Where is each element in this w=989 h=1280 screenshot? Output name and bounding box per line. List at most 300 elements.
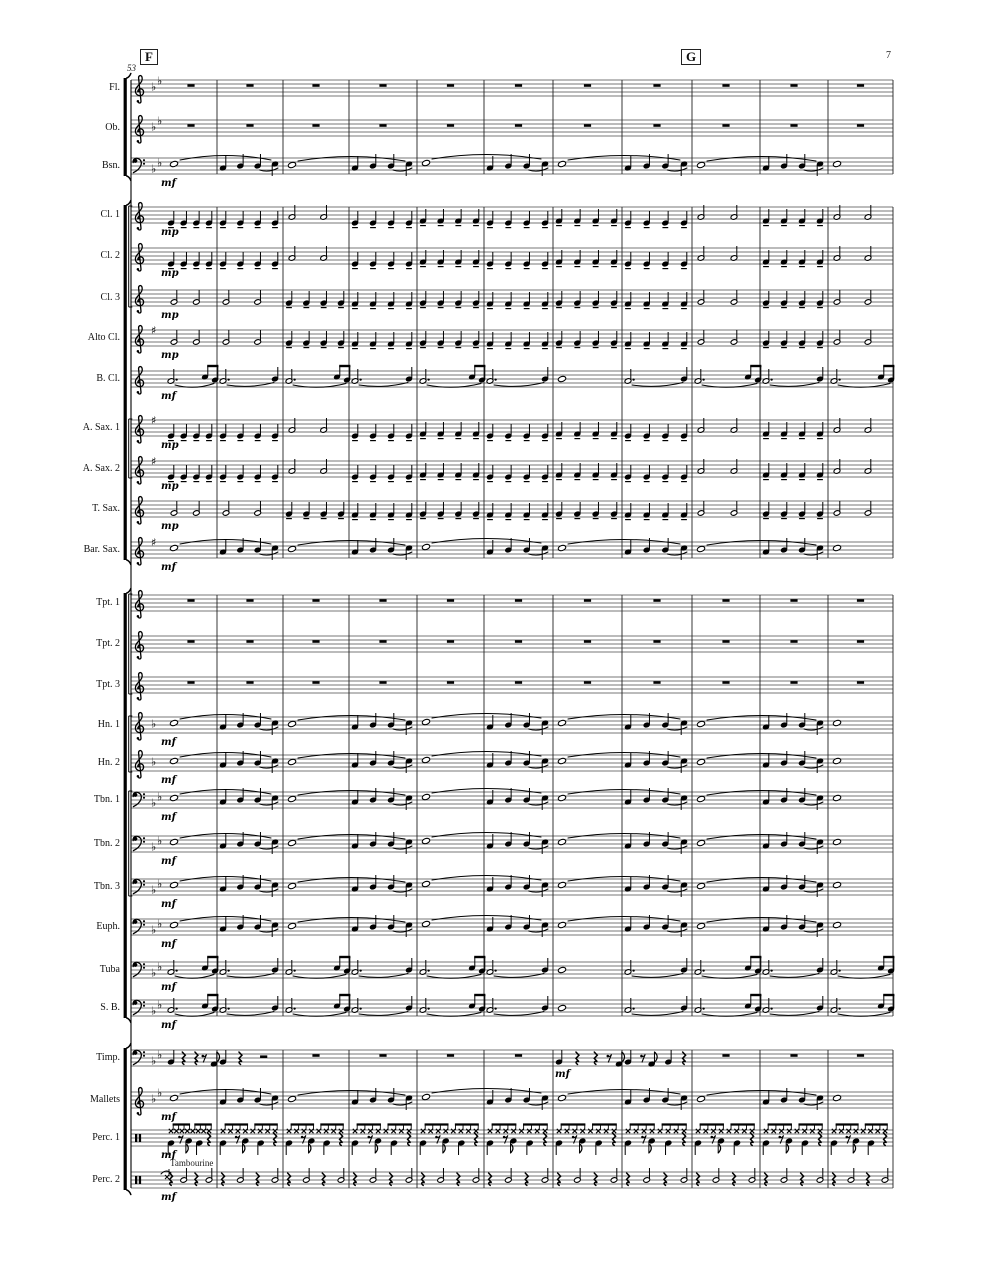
- whole-rest: [515, 640, 522, 643]
- whole-rest: [857, 681, 864, 684]
- instrument-label: Euph.: [96, 921, 120, 932]
- slur: [707, 157, 816, 162]
- slur: [393, 168, 412, 171]
- flat-icon: ♭: [157, 1086, 163, 1100]
- whole-note: [833, 160, 842, 167]
- slur: [393, 1102, 412, 1105]
- dot: [138, 430, 140, 432]
- group-bracket: [124, 593, 127, 1018]
- flat-icon: ♭: [157, 917, 163, 931]
- whole-rest: [857, 599, 864, 602]
- whole-rest: [857, 84, 864, 87]
- quarter-rest: [489, 1173, 492, 1185]
- flat-icon: ♭: [157, 74, 163, 88]
- slur: [260, 929, 278, 932]
- dynamic-marking: mf: [161, 982, 176, 993]
- dot: [702, 969, 704, 971]
- slur: [260, 168, 278, 171]
- percussion-clef-icon: [139, 1134, 141, 1142]
- dynamic-marking: mf: [161, 1112, 176, 1123]
- whole-note: [558, 838, 567, 845]
- dynamic-marking: mf: [161, 812, 176, 823]
- flat-icon: ♭: [151, 966, 157, 980]
- whole-rest: [584, 84, 591, 87]
- dynamic-marking: mf: [161, 939, 176, 950]
- dot: [143, 841, 145, 843]
- whole-note: [422, 159, 431, 166]
- slur: [393, 727, 412, 730]
- dot: [143, 1051, 145, 1053]
- bracket-hook: [127, 1018, 131, 1023]
- whole-note: [170, 838, 179, 845]
- quarter-rest: [697, 1173, 700, 1185]
- whole-note: [833, 1094, 842, 1101]
- whole-note: [558, 757, 567, 764]
- dot: [137, 481, 140, 484]
- dot: [138, 471, 140, 473]
- bracket-hook: [127, 589, 131, 594]
- whole-note: [422, 1093, 431, 1100]
- whole-rest: [584, 681, 591, 684]
- instrument-label: S. B.: [100, 1002, 120, 1013]
- dot: [137, 140, 140, 143]
- half-rest: [260, 1055, 267, 1058]
- whole-note: [422, 793, 431, 800]
- instrument-label: Tpt. 1: [96, 597, 120, 608]
- quarter-rest: [195, 1173, 198, 1185]
- dot: [137, 737, 140, 740]
- quarter-rest: [833, 1173, 836, 1185]
- dot: [494, 1007, 496, 1009]
- dynamic-marking: mp: [161, 310, 179, 321]
- whole-rest: [379, 640, 386, 643]
- percussion-clef-icon: [135, 1134, 137, 1142]
- dynamic-marking: mf: [161, 1150, 176, 1161]
- dot: [137, 310, 140, 313]
- dynamic-marking: mf: [161, 1020, 176, 1031]
- dot: [227, 1007, 229, 1009]
- dot: [427, 969, 429, 971]
- whole-rest: [187, 599, 194, 602]
- instrument-label: Tuba: [99, 964, 120, 975]
- dot: [137, 775, 140, 778]
- whole-rest: [246, 84, 253, 87]
- dot: [137, 350, 140, 353]
- whole-note: [697, 161, 706, 168]
- whole-rest: [790, 640, 797, 643]
- slur: [260, 727, 278, 730]
- dynamic-marking: mf: [161, 391, 176, 402]
- whole-note: [558, 794, 567, 801]
- flat-icon: ♭: [151, 1054, 157, 1068]
- slur: [667, 1102, 687, 1105]
- dynamic-marking: mf: [161, 775, 176, 786]
- whole-rest: [312, 124, 319, 127]
- whole-rest: [187, 124, 194, 127]
- instrument-label: Tpt. 2: [96, 638, 120, 649]
- whole-rest: [790, 599, 797, 602]
- whole-note: [288, 1095, 297, 1102]
- slur: [298, 541, 405, 546]
- dot: [138, 258, 140, 260]
- slur: [529, 168, 548, 171]
- dot: [143, 159, 145, 161]
- flat-icon: ♭: [157, 1048, 163, 1062]
- whole-note: [288, 839, 297, 846]
- whole-rest: [653, 124, 660, 127]
- whole-note: [558, 881, 567, 888]
- whole-rest: [246, 599, 253, 602]
- whole-rest: [447, 640, 454, 643]
- instrument-label: Fl.: [109, 82, 120, 93]
- whole-note: [558, 1004, 567, 1011]
- whole-rest: [379, 84, 386, 87]
- dot: [143, 920, 145, 922]
- instrument-label: Mallets: [90, 1094, 120, 1105]
- instrument-label: Tbn. 3: [93, 881, 120, 892]
- instrument-annotation: Tambourine: [170, 1158, 214, 1168]
- instrument-label: Bar. Sax.: [83, 544, 120, 555]
- instrument-label: Cl. 2: [100, 250, 120, 261]
- slur: [529, 802, 548, 805]
- whole-note: [697, 882, 706, 889]
- flat-icon: ♭: [157, 790, 163, 804]
- bracket-hook: [127, 176, 131, 181]
- quarter-rest: [408, 1133, 411, 1145]
- dot: [175, 969, 177, 971]
- dot: [359, 378, 361, 380]
- quarter-rest: [422, 1173, 425, 1185]
- dot: [137, 697, 140, 700]
- whole-rest: [584, 640, 591, 643]
- flat-icon: ♭: [151, 1092, 157, 1106]
- flat-icon: ♭: [151, 80, 157, 94]
- whole-note: [288, 922, 297, 929]
- whole-note: [833, 881, 842, 888]
- flat-icon: ♭: [157, 960, 163, 974]
- slur: [393, 889, 412, 892]
- slur: [667, 929, 687, 932]
- whole-note: [697, 758, 706, 765]
- whole-note: [170, 544, 179, 551]
- whole-rest: [312, 1054, 319, 1057]
- dot: [143, 797, 145, 799]
- whole-rest: [722, 599, 729, 602]
- dot: [632, 378, 634, 380]
- whole-note: [697, 795, 706, 802]
- sharp-icon: ♯: [151, 323, 157, 337]
- quarter-rest: [627, 1173, 630, 1185]
- dot: [227, 378, 229, 380]
- slur: [804, 802, 823, 805]
- dot: [227, 969, 229, 971]
- quarter-rest: [664, 1173, 667, 1185]
- dot: [838, 969, 840, 971]
- whole-note: [558, 921, 567, 928]
- dot: [137, 440, 140, 443]
- whole-rest: [312, 640, 319, 643]
- dot: [143, 963, 145, 965]
- quarter-rest: [457, 1173, 460, 1185]
- dot: [138, 300, 140, 302]
- dot: [137, 1112, 140, 1115]
- percussion-clef-icon: [139, 1176, 141, 1184]
- whole-rest: [790, 124, 797, 127]
- whole-rest: [653, 681, 660, 684]
- instrument-label: A. Sax. 2: [82, 463, 120, 474]
- flat-icon: ♭: [151, 162, 157, 176]
- dot: [137, 100, 140, 103]
- quarter-rest: [733, 1173, 736, 1185]
- whole-rest: [584, 599, 591, 602]
- whole-note: [170, 160, 179, 167]
- dot: [143, 1055, 145, 1057]
- dot: [427, 1007, 429, 1009]
- whole-rest: [857, 124, 864, 127]
- quarter-rest: [208, 1133, 211, 1145]
- whole-rest: [722, 640, 729, 643]
- whole-note: [833, 544, 842, 551]
- dot: [137, 562, 140, 565]
- dot: [138, 511, 140, 513]
- whole-note: [422, 756, 431, 763]
- group-bracket: [124, 205, 127, 560]
- whole-rest: [246, 640, 253, 643]
- flat-icon: ♭: [157, 114, 163, 128]
- dot: [838, 378, 840, 380]
- whole-rest: [246, 124, 253, 127]
- dot: [143, 880, 145, 882]
- whole-note: [833, 921, 842, 928]
- percussion-clef-icon: [135, 1176, 137, 1184]
- slur: [260, 802, 278, 805]
- slur: [667, 727, 687, 730]
- whole-rest: [447, 124, 454, 127]
- quarter-rest: [594, 1173, 597, 1185]
- whole-rest: [857, 640, 864, 643]
- bracket-hook: [127, 201, 131, 206]
- quarter-rest: [354, 1173, 357, 1185]
- whole-note: [288, 758, 297, 765]
- whole-note: [288, 720, 297, 727]
- dot: [137, 656, 140, 659]
- quarter-rest: [884, 1133, 887, 1145]
- slur: [529, 929, 548, 932]
- dot: [138, 727, 140, 729]
- sharp-icon: ♯: [151, 413, 157, 427]
- instrument-label: Tbn. 1: [93, 794, 120, 805]
- slur: [529, 889, 548, 892]
- whole-note: [170, 881, 179, 888]
- whole-rest: [447, 1054, 454, 1057]
- dot: [143, 837, 145, 839]
- whole-note: [833, 719, 842, 726]
- slur: [804, 1102, 823, 1105]
- dot: [137, 615, 140, 618]
- slur: [667, 552, 687, 555]
- dynamic-marking: mp: [161, 227, 179, 238]
- dot: [770, 969, 772, 971]
- whole-rest: [790, 1054, 797, 1057]
- instrument-label: Hn. 2: [97, 757, 120, 768]
- flat-icon: ♭: [151, 120, 157, 134]
- quarter-rest: [558, 1173, 561, 1185]
- instrument-label: T. Sax.: [92, 503, 120, 514]
- quarter-rest: [819, 1133, 822, 1145]
- dot: [143, 884, 145, 886]
- slur: [260, 889, 278, 892]
- whole-note: [558, 375, 567, 382]
- whole-note: [170, 719, 179, 726]
- dot: [770, 1007, 772, 1009]
- dot: [138, 1102, 140, 1104]
- whole-rest: [515, 1054, 522, 1057]
- dot: [427, 378, 429, 380]
- whole-rest: [379, 124, 386, 127]
- whole-rest: [653, 84, 660, 87]
- flat-icon: ♭: [151, 796, 157, 810]
- instrument-label: Perc. 1: [92, 1132, 120, 1143]
- bracket-hook: [127, 74, 131, 79]
- dot: [293, 969, 295, 971]
- whole-rest: [379, 599, 386, 602]
- whole-note: [422, 543, 431, 550]
- flat-icon: ♭: [151, 840, 157, 854]
- quarter-rest: [256, 1173, 259, 1185]
- slur: [529, 846, 548, 849]
- dot: [143, 793, 145, 795]
- whole-note: [558, 160, 567, 167]
- slur: [298, 716, 405, 721]
- dot: [138, 687, 140, 689]
- group-bracket: [124, 1048, 127, 1190]
- quarter-rest: [683, 1133, 686, 1145]
- instrument-label: Tpt. 3: [96, 679, 120, 690]
- whole-note: [558, 719, 567, 726]
- slur: [667, 802, 687, 805]
- slur: [260, 1102, 278, 1105]
- instrument-label: Perc. 2: [92, 1174, 120, 1185]
- dot: [702, 1007, 704, 1009]
- dot: [138, 130, 140, 132]
- instrument-label: Bsn.: [101, 160, 120, 171]
- whole-rest: [379, 681, 386, 684]
- dot: [137, 521, 140, 524]
- whole-note: [697, 720, 706, 727]
- dot: [143, 163, 145, 165]
- flat-icon: ♭: [151, 923, 157, 937]
- slur: [707, 878, 816, 883]
- instrument-label: Tbn. 2: [93, 838, 120, 849]
- whole-note: [422, 880, 431, 887]
- slur: [529, 727, 548, 730]
- slur: [529, 1102, 548, 1105]
- dot: [138, 605, 140, 607]
- slur: [667, 846, 687, 849]
- whole-rest: [790, 84, 797, 87]
- whole-note: [422, 920, 431, 927]
- dynamic-marking: mf: [555, 1069, 570, 1080]
- whole-note: [558, 966, 567, 973]
- dot: [137, 268, 140, 271]
- quarter-rest: [544, 1133, 547, 1145]
- dot: [702, 378, 704, 380]
- slur: [393, 929, 412, 932]
- bracket-hook: [127, 560, 131, 565]
- whole-note: [422, 718, 431, 725]
- whole-rest: [722, 681, 729, 684]
- dynamic-marking: mf: [161, 178, 176, 189]
- quarter-rest: [475, 1133, 478, 1145]
- dot: [293, 1007, 295, 1009]
- whole-rest: [246, 681, 253, 684]
- dot: [359, 969, 361, 971]
- whole-note: [170, 921, 179, 928]
- instrument-label: Hn. 1: [97, 719, 120, 730]
- whole-rest: [653, 599, 660, 602]
- quarter-rest: [765, 1173, 768, 1185]
- slur: [667, 168, 687, 171]
- whole-note: [288, 795, 297, 802]
- slur: [260, 765, 278, 768]
- dot: [138, 646, 140, 648]
- slur: [260, 552, 278, 555]
- flat-icon: ♭: [151, 1004, 157, 1018]
- whole-rest: [790, 681, 797, 684]
- slur: [667, 765, 687, 768]
- instrument-label: Cl. 1: [100, 209, 120, 220]
- whole-rest: [187, 681, 194, 684]
- slur: [393, 765, 412, 768]
- instrument-label: Alto Cl.: [87, 332, 120, 343]
- whole-note: [170, 1094, 179, 1101]
- slur: [393, 846, 412, 849]
- instrument-label: B. Cl.: [96, 373, 120, 384]
- whole-rest: [312, 681, 319, 684]
- whole-note: [558, 544, 567, 551]
- slur: [804, 765, 823, 768]
- whole-rest: [857, 1054, 864, 1057]
- whole-note: [833, 838, 842, 845]
- dot: [175, 1007, 177, 1009]
- dot: [632, 969, 634, 971]
- sharp-icon: ♯: [151, 454, 157, 468]
- whole-rest: [379, 1054, 386, 1057]
- dot: [143, 1005, 145, 1007]
- whole-rest: [187, 84, 194, 87]
- slur: [260, 846, 278, 849]
- flat-icon: ♭: [157, 877, 163, 891]
- flat-icon: ♭: [151, 755, 157, 769]
- flat-icon: ♭: [151, 717, 157, 731]
- dynamic-marking: mp: [161, 481, 179, 492]
- quarter-rest: [170, 1173, 173, 1185]
- whole-rest: [312, 599, 319, 602]
- dot: [770, 378, 772, 380]
- slur: [707, 541, 816, 546]
- slur: [529, 765, 548, 768]
- quarter-rest: [390, 1173, 393, 1185]
- dot: [632, 1007, 634, 1009]
- whole-rest: [584, 124, 591, 127]
- whole-note: [288, 545, 297, 552]
- whole-note: [697, 922, 706, 929]
- dot: [293, 378, 295, 380]
- quarter-rest: [222, 1173, 225, 1185]
- slur: [707, 918, 816, 923]
- flat-icon: ♭: [157, 998, 163, 1012]
- quarter-rest: [525, 1173, 528, 1185]
